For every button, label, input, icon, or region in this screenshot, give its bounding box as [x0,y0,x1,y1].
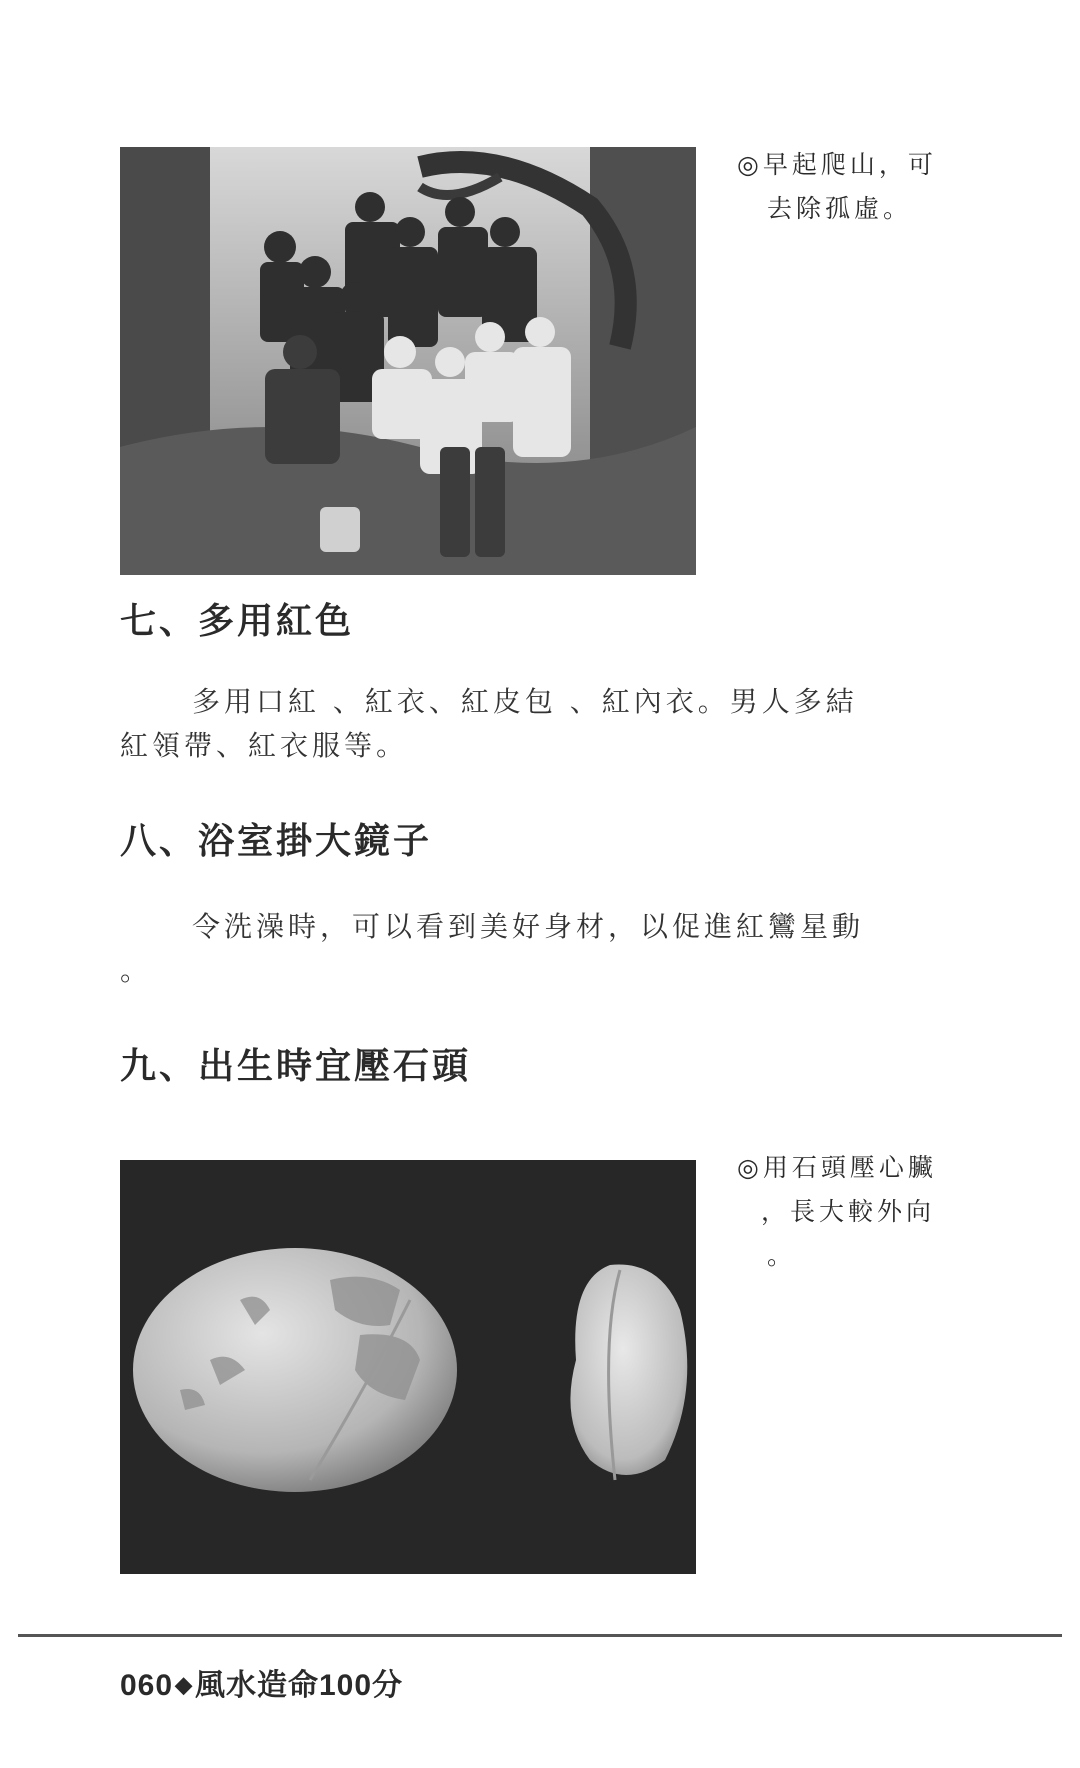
section-heading-9: 九、出生時宜壓石頭 [120,1046,472,1087]
caption-line: 。 [767,1241,797,1270]
photo1-caption [737,143,937,231]
diamond-icon: ◆ [175,1672,193,1697]
section-body-8 [120,905,980,993]
caption-line: ，長大較外向 [761,1197,936,1226]
caption-line: ◎早起爬山，可 [737,150,937,179]
body-line: 多用口紅 、紅衣、紅皮包 、紅內衣。男人多結 [192,685,858,718]
caption-line: ◎用石頭壓心臟 [737,1153,937,1182]
section-heading-7: 七、多用紅色 [120,601,355,642]
group-hiking-photo [120,147,696,575]
section-body-7 [120,680,980,768]
caption-line: 去除孤虛。 [767,194,913,223]
page-footer [120,1660,403,1704]
section-heading-8: 八、浴室掛大鏡子 [120,821,433,862]
footer-rule [18,1634,1062,1637]
body-line: 。 [120,954,153,987]
body-line: 紅領帶、紅衣服等。 [120,729,409,762]
book-title: 風水造命100分 [194,1669,404,1702]
stones-photo [120,1160,696,1574]
page-number: 060 [120,1669,174,1702]
body-line: 令洗澡時，可以看到美好身材，以促進紅鸞星動 [192,910,865,943]
photo2-caption [737,1146,937,1278]
